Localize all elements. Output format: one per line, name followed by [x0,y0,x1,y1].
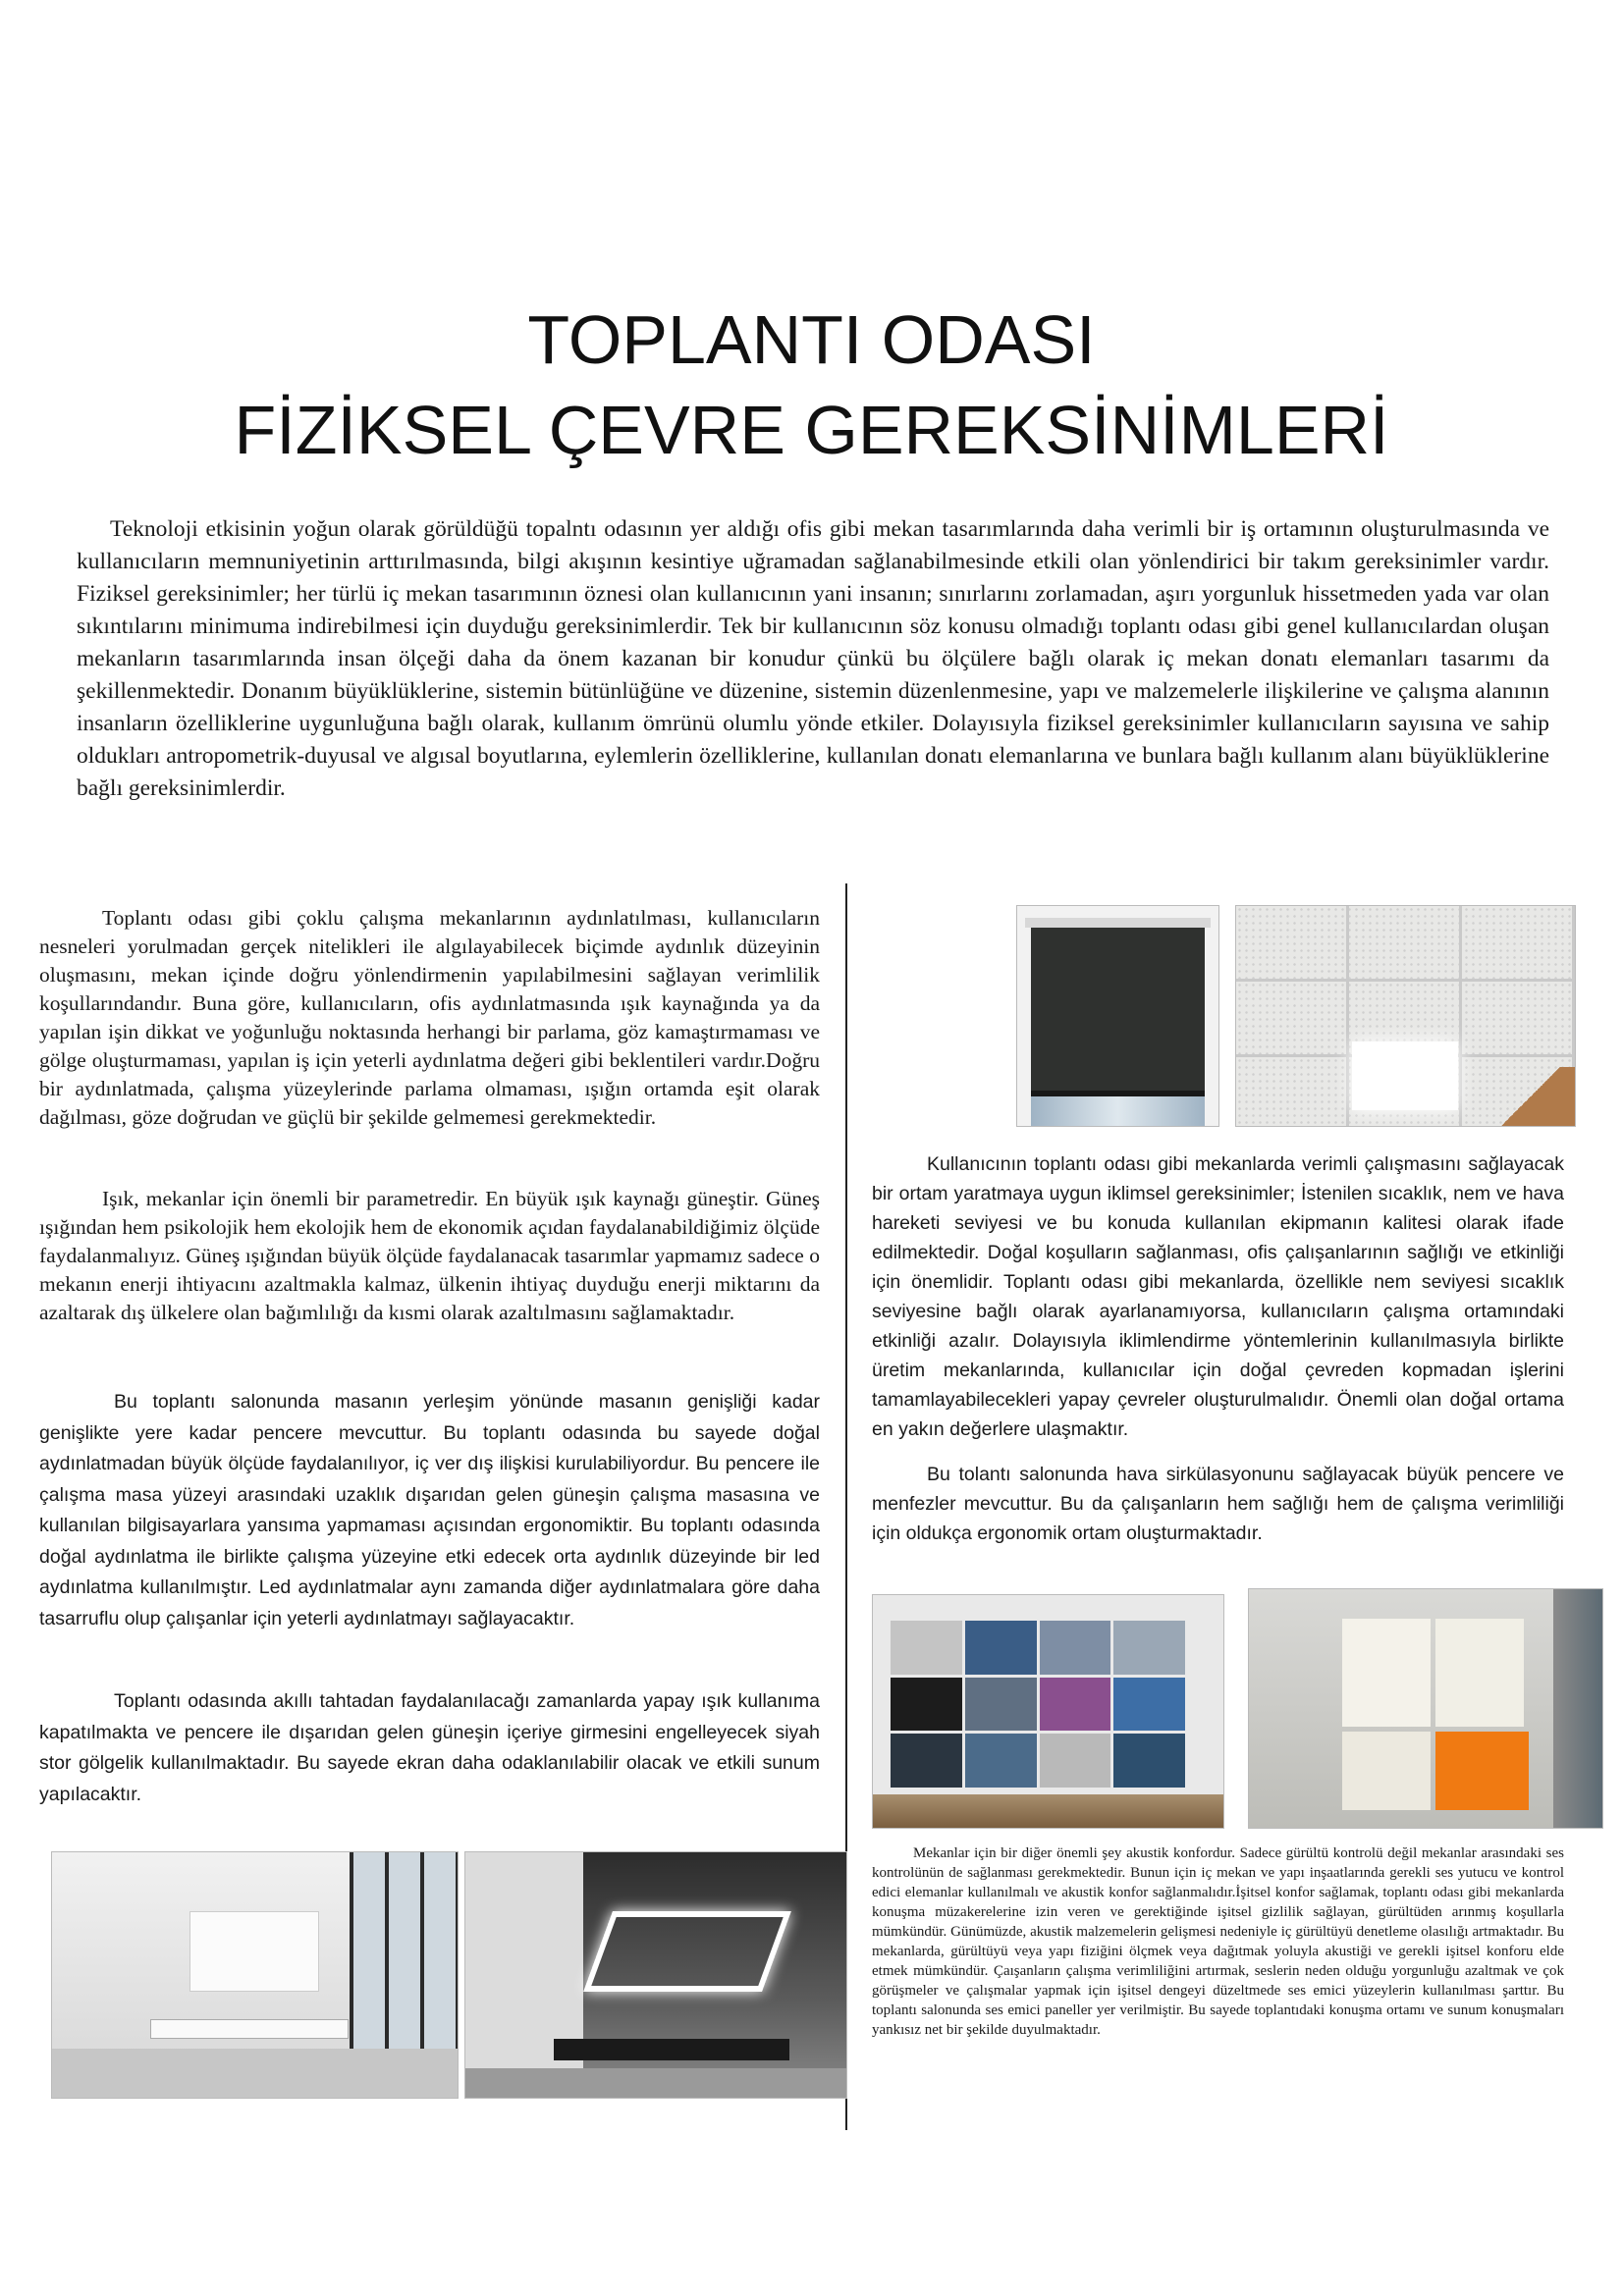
page-title-line1: TOPLANTI ODASI [527,301,1096,378]
meeting-table [150,2019,349,2039]
ceiling-photo [1235,905,1576,1127]
page-title-line2: FİZİKSEL ÇEVRE GEREKSİNİMLERİ [234,392,1389,468]
acoustic-paragraph: Mekanlar için bir diğer önemli şey akustik konfordur. Sadece gürültü kontrolü değil mekanlar arasındaki ses kontrolünün de sağlanması gerekmektedir. Bunun için iç mekan ve yapı inşaatlarında gerekli ses yutucu ve kontrol edici elemanlar kullanılmalı ve akustik konfor sağlanmalıdır.İşitsel konfor sağlamak, toplantı odası gibi mekanlarda konuşma müzakerelerine izin veren ve gerektiğinde işitsel gizlilik sağlayan, gürültüden arınmış koşullarla mümkündür. Günümüzde, akustik malzemelerin gelişmesi nedeniyle iç gürültüyü denetleme olasılığı artmaktadır. Bu mekanlarda, gürültüyü veya yapı fiziğini ölçmek veya dağıtmak yoluyla akustiği ve gerekli işitsel konforu elde etmek mümkündür. Çaışanların çalışma verimliliğini artırmak, seslerin neden olduğu yorgunluğu azaltmak ve çok görüşmeler ve çalışmalar yapmak için işitsel dengeyi düzeltmede ses emici yüzeylerin kullanılması şarttır. Bu toplantı salonunda ses emici paneller yer verilmiştir. Bu sayede toplantıdaki konuşma ortamı ve sunum konuşmaları yankısız net bir şekilde duyulmaktadır. [872,1845,1564,2038]
floor [52,2049,458,2098]
led-lighting-photo [464,1851,847,2099]
roller-blind-photo [1016,905,1219,1127]
meeting-room-photo [51,1851,459,2099]
window-led-paragraph: Bu toplantı salonunda masanın yerleşim yönünde masanın genişliği kadar genişlikte yere kadar pencere mevcuttur. Bu toplantı odasında bu sayede doğal aydınlatmadan büyük ölçüde faydalanılıyor, iç ver dış ilişkisi kurulabiliyordur. Bu pencere ile çalışma masa yüzeyi arasındaki uzaklık dışarıdan gelen güneşin çalışma masasına ve kullanılan bilgisayarlara yansıma yapmaması açısından ergonomiktir. Bu toplantı odasında doğal aydınlatma ile birlikte çalışma yüzeyine etki edecek orta aydınlık düzeyinde bir led aydınlatma kullanılmıştır. Led aydınlatmalar aynı zamanda diğer aydınlatmalara göre daha tasarruflu olup çalışanlar için yeterli aydınlatmayı sağlayacaktır. [39,1391,820,1629]
floor [873,1794,1223,1828]
acoustic-panel-grid [891,1621,1185,1788]
intro-paragraph: Teknoloji etkisinin yoğun olarak görüldüğü topalntı odasının yer aldığı ofis gibi mekan tasarımlarında daha verimli bir iş ortamının oluşturulmasında ve kullanıcıların memnuniyetinin arttırılmasında, bilgi akışının kesintiye uğramadan sağlanabilmesinde etkili olan yönlendirici bir takım gereksinimler vardır. Fiziksel gereksinimler; her türlü iç mekan tasarımının öznesi olan kullanıcının yani insanın; sınırlarını zorlamadan, aşırı yorgunluk hissetmeden yada var olan sıkıntılarını minimuma indirebilmesi için duyduğu gereksinimlerdir. Tek bir kullanıcının söz konusu olmadığı toplantı odası gibi genel kullanıcılardan oluşan mekanların tasarımlarında insan ölçeği daha da önem kazanan bir konudur çünkü bu ölçülere bağlı olarak iç mekan donatı elemanları tasarımı da şekillenmektedir. Donanım büyüklüklerine, sistemin bütünlüğüne ve düzenine, sistemin düzenlenmesine, yapı ve malzemelerle ilişkilerine ve çalışma alanının insanların özelliklerine uygunluğuna bağlı olarak, kullanım ömrünü olumlu yönde etkiler. Dolayısıyla fiziksel gereksinimler kullanıcıların sayısına ve sahip oldukları antropometrik-duyusal ve algısal boyutlarına, eylemlerin özelliklerine, kullanılan donatı elemanlarına ve bunlara bağlı kullanım alanı büyüklüklerine bağlı gereksinimlerdir. [77,516,1549,801]
acoustic-panel [1342,1732,1431,1810]
lighting-paragraph: Toplantı odası gibi çoklu çalışma mekanlarının aydınlatılması, kullanıcıların nesneleri yorulmadan gerçek nitelikleri ile algılayabilecek biçimde aydınlık düzeyinin oluşmasını, mekan içinde doğru yönlendirmenin yapılabilmesini sağlayan verimlilik koşullarındandır. Buna göre, kullanıcıların, ofis aydınlatmasında ışık kaynağında ya da yapılan işin dikkat ve yoğunluğu noktasında herhangi bir parlama, göz kamaştırmaması ve gölge oluşturmaması, yapılan iş için yeterli aydınlatma değeri gibi beklentileri vardır.Doğru bir aydınlatmada, çalışma yüzeylerinde parlama olmaması, ışığın ortamda eşit olarak dağılması, göze doğrudan ve güçlü bir şekilde gelmemesi gerekmektedir. [39,906,820,1129]
orange-acoustic-panels-photo [1248,1588,1603,1829]
acoustic-panel [1435,1619,1524,1727]
ventilation-paragraph: Bu tolantı salonunda hava sirkülasyonunu sağlayacak büyük pencere ve menfezler mevcuttur. Bu da çalışanların hem sağlığı hem de çalışma verimliliği için oldukça ergonomik ortam oluşturmaktadır. [872,1464,1564,1544]
sunlight-paragraph: Işık, mekanlar için önemli bir parametredir. En büyük ışık kaynağı güneştir. Güneş ışığından hem psikolojik hem ekolojik hem de ekonomik açıdan faydalanabildiğimiz ölçüde faydalanmalıyız. Güneş ışığından büyük ölçüde faydalanacak tasarımlar yapmamız sadece o mekanın enerji ihtiyacını azaltmakla kalmaz, ülkenin ihtiyaç duyduğu enerji miktarını da azaltarak dış ülkelere olan bağımlılığı da kısmi olarak azaltılmasını sağlamaktadır. [39,1187,820,1324]
window [1031,1096,1205,1126]
orange-acoustic-panel [1435,1732,1529,1810]
wall [465,1852,583,2098]
climate-paragraph: Kullanıcının toplantı odası gibi mekanlarda verimli çalışmasını sağlayacak bir ortam yaratmaya uygun iklimsel gereksinimler; İstenilen sıcaklık, nem ve hava hareketi seviyesi ve bu konuda kullanılan ekipmanın kalitesi olarak ifade edilmektedir. Doğal koşulların sağlanması, ofis çalışanlarının sağlığı ve etkinliği için önemlidir. Toplantı odası gibi mekanlarda, özellikle nem seviyesi sıcaklık seviyesine bağlı olarak ayarlanamıyorsa, kullanıcıların çalışma ortamındaki etkinliği azalır. Dolayısıyla iklimlendirme yöntemlerinin kullanılmasıyla birlikte üretim mekanlarında, kullanıcılar için doğal çevreden kopmadan işlerini tamamlayabilecekleri yapay çevreler oluşturulmalıdır. Önemli olan doğal ortama en yakın değerlere ulaşmaktır. [872,1153,1564,1440]
blind-rail [1025,918,1211,928]
wood-trim [1487,1067,1575,1126]
ceiling-light-panel [1352,1041,1458,1110]
whiteboard [189,1911,319,1992]
led-light-frame [583,1911,791,1992]
floor [465,2068,846,2098]
meeting-table [554,2039,789,2060]
black-blind [1031,928,1205,1093]
blind-paragraph: Toplantı odasında akıllı tahtadan faydalanılacağı zamanlarda yapay ışık kullanıma kapatılmakta ve pencere ile dışarıdan gelen güneşin içeriye girmesini engelleyecek siyah stor gölgelik kullanılmaktadır. Bu sayede ekran daha odaklanılabilir olacak ve etkili sunum yapılacaktır. [39,1690,820,1805]
window [1553,1589,1602,1828]
acoustic-panels-photo [872,1594,1224,1829]
acoustic-panel [1342,1619,1431,1727]
